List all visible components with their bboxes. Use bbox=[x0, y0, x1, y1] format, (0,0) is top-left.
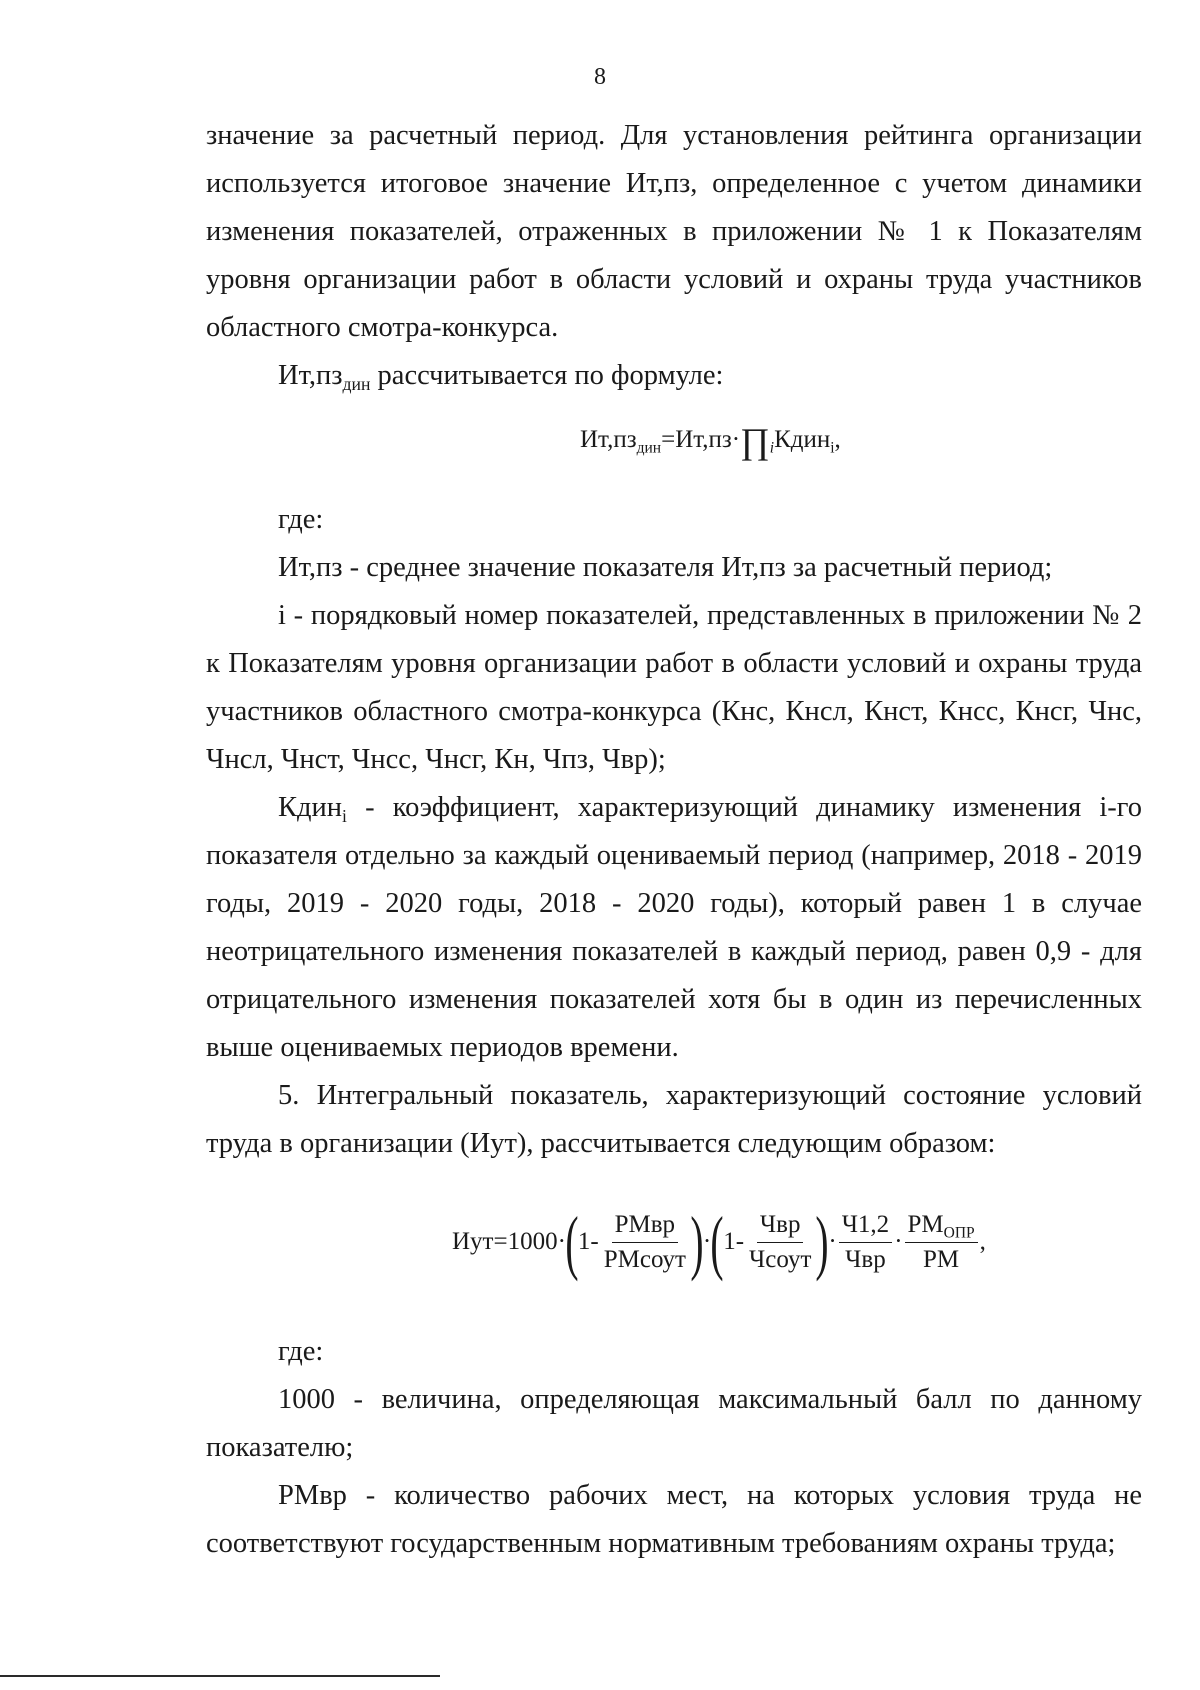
fraction-ch bbox=[746, 1210, 814, 1275]
fraction-ch12-denominator: Чвр bbox=[845, 1245, 886, 1273]
paragraph-continuation: значение за расчетный период. Для установления рейтинга организации используется итоговое значение Ит,пз, определенное с учетом динамики изменения показателей, отраженных в приложении № 1 к Показателям уровня организации работ в области условий и охраны труда участников областного смотра-конкурса. bbox=[206, 120, 1142, 343]
rm-opr-subscript: ОПР bbox=[943, 1223, 975, 1241]
formula1-rhs: =Ит,пз· bbox=[661, 426, 741, 453]
close-paren-1: ) bbox=[690, 1202, 704, 1282]
fraction-rm-opr-denominator: РМ bbox=[923, 1245, 960, 1273]
fraction-ch-denominator: Чсоут bbox=[749, 1245, 812, 1273]
fraction-ch12 bbox=[839, 1210, 893, 1275]
formula2-tail: , bbox=[979, 1228, 986, 1255]
open-paren-2: ( bbox=[710, 1202, 724, 1282]
kdin-rest: - коэффициент, характеризующий динамику изменения i-го показателя отдельно за каждый оцениваемый период (например, 2018 - 2019 годы, 2019 - 2020 годы, 2018 - 2020 годы), который равен 1 в случае неотрицательного изменения показателей в каждый период, равен 0,9 - для отрицательного изменения показателей хотя бы в один из перечисленных выше оцениваемых периодов времени. bbox=[206, 792, 1142, 1063]
close-paren-2: ) bbox=[815, 1202, 829, 1282]
multiply-dot-2: · bbox=[828, 1228, 837, 1255]
formula1-factor-subscript: i bbox=[830, 439, 835, 457]
kdin-term-subscript: i bbox=[342, 806, 347, 827]
definition-1000: 1000 - величина, определяющая максимальный балл по данному показателю; bbox=[206, 1384, 1142, 1463]
intro-term: Ит,пз bbox=[278, 360, 343, 391]
definition-i: i - порядковый номер показателей, представленных в приложении № 2 к Показателям уровня организации работ в области условий и охраны труда участников областного смотра-конкурса (Кнс, Кнсл, Кнст, Кнсс, Кнсг, Чнс, Чнсл, Чнст, Чнсс, Чнсг, Кн, Чпз, Чвр); bbox=[206, 600, 1142, 775]
one-minus-2: 1- bbox=[723, 1228, 745, 1255]
fraction-rm-opr-numerator bbox=[905, 1210, 978, 1243]
fraction-rm bbox=[601, 1210, 689, 1275]
kdin-term: Кдин bbox=[278, 792, 343, 823]
formula2-lhs: Иут=1000· bbox=[452, 1228, 566, 1255]
formula1-tail: , bbox=[834, 426, 841, 453]
intro-term-subscript: дин bbox=[342, 374, 371, 395]
multiply-dot-1: · bbox=[702, 1228, 712, 1255]
where-label-2: где: bbox=[278, 1336, 324, 1367]
formula1-factor: Кдин bbox=[774, 426, 831, 453]
definition-itpz: Ит,пз - среднее значение показателя Ит,пз за расчетный период; bbox=[278, 552, 1053, 583]
intro-rest: рассчитывается по формуле: bbox=[370, 360, 724, 391]
formula-itpz-din bbox=[580, 420, 841, 462]
formula1-lhs-subscript: дин bbox=[636, 439, 662, 457]
product-index: i bbox=[769, 439, 775, 457]
fraction-rm-numerator: РМвр bbox=[612, 1210, 678, 1243]
fraction-rm-opr bbox=[905, 1210, 978, 1275]
page-number: 8 bbox=[594, 64, 606, 90]
multiply-dot-3: · bbox=[894, 1228, 903, 1255]
paragraph-section-5: 5. Интегральный показатель, характеризующий состояние условий труда в организации (Иут), рассчитывается следующим образом: bbox=[206, 1080, 1142, 1159]
product-symbol: ∏ bbox=[740, 421, 770, 461]
where-label-1: где: bbox=[278, 504, 324, 535]
one-minus-1: 1- bbox=[577, 1228, 599, 1255]
open-paren-1: ( bbox=[565, 1202, 579, 1282]
fraction-ch12-numerator: Ч1,2 bbox=[839, 1210, 893, 1243]
rm-opr-base: РМ bbox=[907, 1210, 944, 1238]
definition-rmvr: РМвр - количество рабочих мест, на которых условия труда не соответствуют государственным нормативным требованиям охраны труда; bbox=[206, 1480, 1142, 1559]
formula-iut bbox=[452, 1202, 986, 1282]
bottom-scan-line bbox=[0, 1675, 440, 1677]
definition-kdin bbox=[206, 784, 1142, 1072]
formula1-lhs: Ит,пз bbox=[580, 426, 637, 453]
fraction-ch-numerator: Чвр bbox=[757, 1210, 804, 1243]
fraction-rm-denominator: РМсоут bbox=[603, 1245, 686, 1273]
paragraph-formula-intro bbox=[206, 352, 1142, 400]
